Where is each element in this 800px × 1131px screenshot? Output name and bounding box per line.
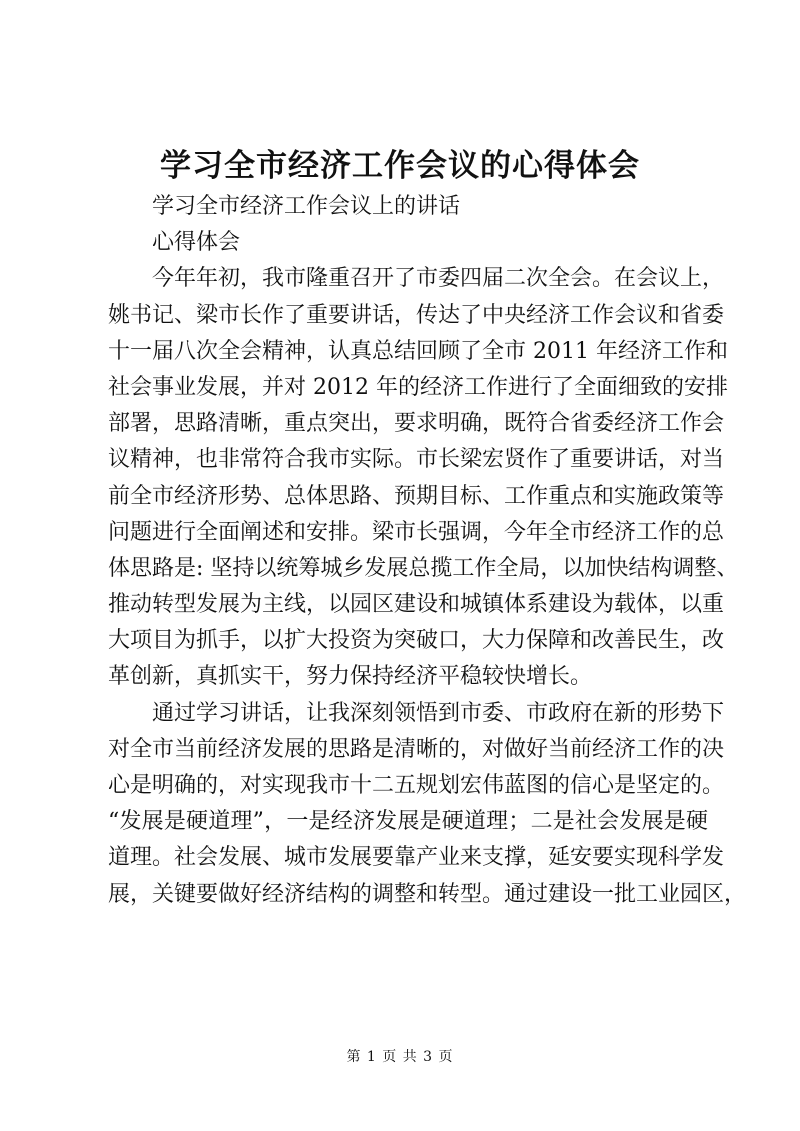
body-line: 部署，思路清晰，重点突出，要求明确，既符合省委经济工作会 xyxy=(108,411,725,437)
page-number-footer: 第 1 页 共 3 页 xyxy=(346,1049,454,1065)
body-line: 通过学习讲话，让我深刻领悟到市委、市政府在新的形势下 xyxy=(152,700,725,726)
body-line: 十一届八次全会精神，认真总结回顾了全市 2011 年经济工作和 xyxy=(108,338,728,364)
body-line: 展，关键要做好经济结构的调整和转型。通过建设一批工业园区， xyxy=(108,881,747,907)
body-line: 今年年初，我市隆重召开了市委四届二次全会。在会议上， xyxy=(152,266,725,292)
body-line: 心是明确的，对实现我市十二五规划宏伟蓝图的信心是坚定的。 xyxy=(108,773,725,798)
body-line: 对全市当前经济发展的思路是清晰的，对做好当前经济工作的决 xyxy=(108,736,725,762)
body-line: 心得体会 xyxy=(152,230,241,256)
body-line: 问题进行全面阐述和安排。梁市长强调，今年全市经济工作的总 xyxy=(108,519,725,545)
body-line: 大项目为抓手，以扩大投资为突破口，大力保障和改善民生，改 xyxy=(108,628,725,654)
body-line: 体思路是: 坚持以统筹城乡发展总揽工作全局，以加快结构调整、 xyxy=(108,555,739,581)
body-line: 道理。社会发展、城市发展要靠产业来支撑，延安要实现科学发 xyxy=(108,845,725,871)
body-line: “发展是硬道理”，一是经济发展是硬道理；二是社会发展是硬 xyxy=(108,809,708,835)
document-title: 学习全市经济工作会议的心得体会 xyxy=(160,148,640,184)
document-body xyxy=(108,189,747,913)
body-line: 议精神，也非常符合我市实际。市长梁宏贤作了重要讲话，对当 xyxy=(108,447,725,473)
body-line: 社会事业发展，并对 2012 年的经济工作进行了全面细致的安排 xyxy=(108,374,728,400)
body-line: 学习全市经济工作会议上的讲话 xyxy=(152,194,461,219)
body-line: 革创新，真抓实干，努力保持经济平稳较快增长。 xyxy=(108,664,593,690)
body-line: 推动转型发展为主线，以园区建设和城镇体系建设为载体，以重 xyxy=(108,592,725,618)
body-line: 姚书记、梁市长作了重要讲话，传达了中央经济工作会议和省委 xyxy=(108,302,725,328)
body-line: 前全市经济形势、总体思路、预期目标、工作重点和实施政策等 xyxy=(108,483,725,509)
